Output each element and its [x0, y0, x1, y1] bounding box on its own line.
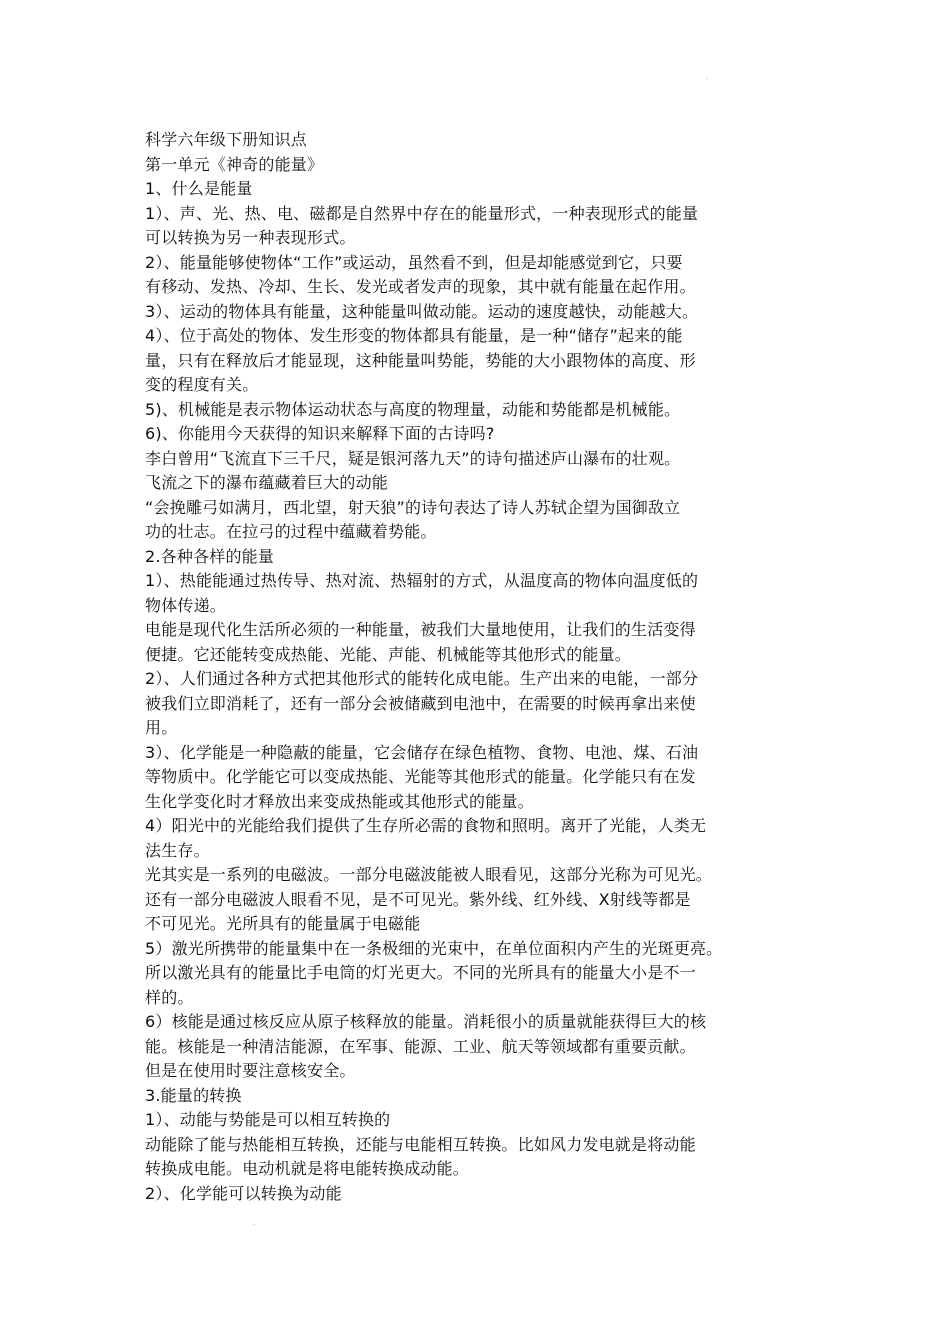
text-line: 样的。 — [145, 987, 194, 1007]
text-line: 6)、你能用今天获得的知识来解释下面的古诗吗? — [145, 424, 495, 443]
text-line: 可以转换为另一种表现形式。 — [145, 228, 356, 247]
text-line: 6）核能是通过核反应从原子核释放的能量。消耗很小的质量就能获得巨大的核 — [145, 1012, 707, 1031]
text-line: 2）、能量能够使物体“工作”或运动，虽然看不到，但是却能感觉到它，只要 — [145, 252, 683, 272]
text-line: 4）阳光中的光能给我们提供了生存所必需的食物和照明。离开了光能，人类无 — [145, 816, 707, 835]
text-line: 被我们立即消耗了，还有一部分会被储藏到电池中，在需要的时候再拿出来使 — [145, 693, 696, 713]
text-line: 转换成电能。电动机就是将电能转换成动能。 — [145, 1159, 470, 1178]
text-line: 生化学变化时才释放出来变成热能或其他形式的能量。 — [145, 791, 534, 811]
text-line: 但是在使用时要注意核安全。 — [145, 1061, 356, 1080]
section-heading: 3.能量的转换 — [145, 1085, 242, 1105]
text-line: 5)、机械能是表示物体运动状态与高度的物理量，动能和势能都是机械能。 — [145, 399, 681, 419]
text-line: 变的程度有关。 — [145, 375, 259, 394]
text-line: 等物质中。化学能它可以变成热能、光能等其他形式的能量。化学能只有在发 — [145, 767, 696, 786]
text-line: 法生存。 — [145, 840, 210, 860]
text-line: 1）、动能与势能是可以相互转换的 — [145, 1110, 391, 1129]
section-heading: 1、什么是能量 — [145, 179, 253, 198]
text-line: 还有一部分电磁波人眼看不见，是不可见光。紫外线、红外线、X射线等都是 — [145, 889, 691, 909]
text-line: 2）、化学能可以转换为动能 — [145, 1183, 342, 1203]
text-line: 光其实是一系列的电磁波。一部分电磁波能被人眼看见，这部分光称为可见光。 — [145, 865, 713, 884]
unit-heading: 第一单元《神奇的能量》 — [145, 154, 324, 174]
text-line: 2）、人们通过各种方式把其他形式的能转化成电能。生产出来的电能，一部分 — [145, 669, 699, 688]
scan-dot: · — [253, 1222, 255, 1229]
text-line: 4）、位于高处的物体、发生形变的物体都具有能量，是一种“储存”起来的能 — [145, 326, 683, 345]
document-body — [145, 128, 820, 1206]
text-line: 飞流之下的瀑布蕴藏着巨大的动能 — [145, 473, 389, 492]
text-line: 5）激光所携带的能量集中在一条极细的光束中，在单位面积内产生的光斑更亮。 — [145, 938, 723, 958]
section-heading: 2.各种各样的能量 — [145, 546, 275, 566]
text-line: 便捷。它还能转变成热能、光能、声能、机械能等其他形式的能量。 — [145, 644, 632, 664]
text-line: 有移动、发热、冷却、生长、发光或者发声的现象，其中就有能量在起作用。 — [145, 277, 696, 296]
scan-dot: · — [706, 76, 708, 83]
text-line: 能。核能是一种清洁能源，在军事、能源、工业、航天等领域都有重要贡献。 — [145, 1036, 696, 1056]
text-line: 不可见光。光所具有的能量属于电磁能 — [145, 914, 421, 933]
text-line: 物体传递。 — [145, 595, 227, 615]
text-line: 1）、声、光、热、电、磁都是自然界中存在的能量形式，一种表现形式的能量 — [145, 203, 699, 223]
text-line: 3）、化学能是一种隐蔽的能量，它会储存在绿色植物、食物、电池、煤、石油 — [145, 742, 699, 762]
text-line: 电能是现代化生活所必须的一种能量，被我们大量地使用，让我们的生活变得 — [145, 620, 696, 639]
text-line: 量，只有在释放后才能显现，这种能量叫势能，势能的大小跟物体的高度、形 — [145, 350, 696, 370]
text-line: 动能除了能与热能相互转换，还能与电能相互转换。比如风力发电就是将动能 — [145, 1134, 696, 1154]
text-line: 1）、热能能通过热传导、热对流、热辐射的方式，从温度高的物体向温度低的 — [145, 571, 699, 590]
text-line: 功的壮志。在拉弓的过程中蕴藏着势能。 — [145, 522, 437, 541]
text-line: 3）、运动的物体具有能量，这种能量叫做动能。运动的速度越快，动能越大。 — [145, 301, 699, 321]
text-line: 所以激光具有的能量比手电筒的灯光更大。不同的光所具有的能量大小是不一 — [145, 963, 696, 982]
text-line: 李白曾用“飞流直下三千尺，疑是银河落九天”的诗句描述庐山瀑布的壮观。 — [145, 448, 681, 468]
document-title: 科学六年级下册知识点 — [145, 130, 308, 149]
text-line: 用。 — [145, 718, 178, 737]
text-line: “会挽雕弓如满月，西北望，射天狼”的诗句表达了诗人苏轼企望为国御敌立 — [145, 497, 681, 517]
